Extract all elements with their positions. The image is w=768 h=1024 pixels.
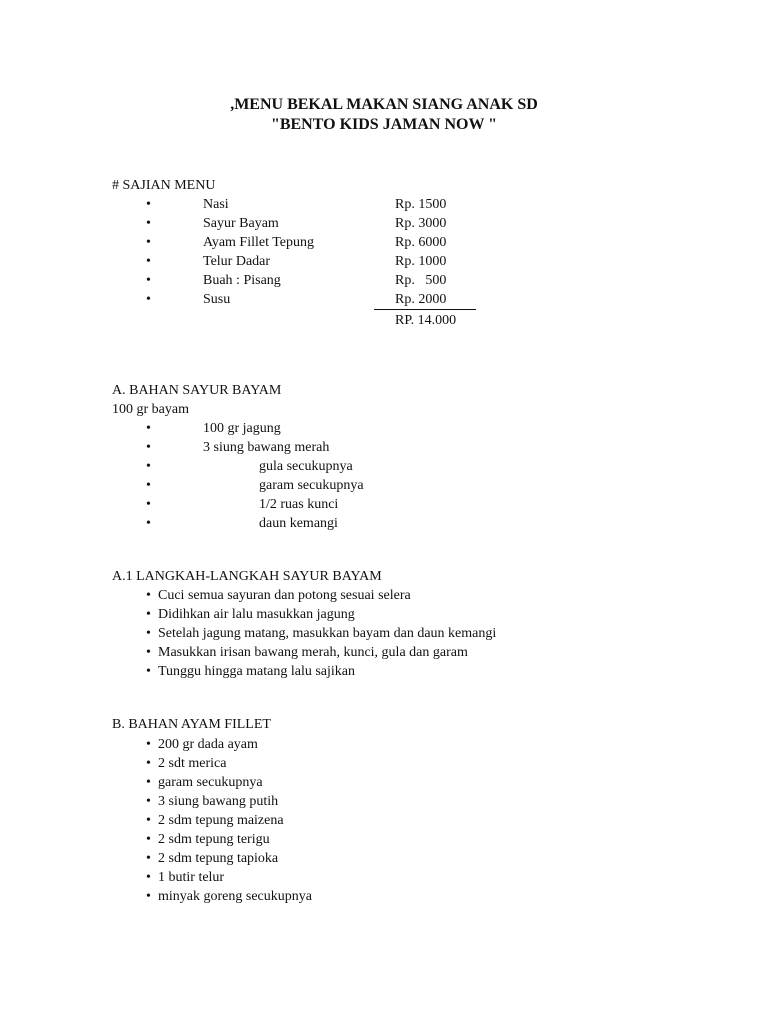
bullet-icon: • [146, 421, 151, 436]
menu-item-price: Rp. 1500 [395, 197, 447, 212]
menu-item-name: Buah : Pisang [203, 273, 281, 288]
bullet-icon: • [146, 775, 151, 790]
list-item: 3 siung bawang merah [203, 440, 330, 455]
doc-title-line-2: "BENTO KIDS JAMAN NOW " [270, 116, 498, 133]
menu-item-price: Rp. 3000 [395, 216, 447, 231]
bullet-icon: • [146, 794, 151, 809]
list-item: 1/2 ruas kunci [259, 497, 339, 512]
list-item: 200 gr dada ayam [158, 737, 258, 752]
list-item: minyak goreng secukupnya [158, 889, 312, 904]
bullet-icon: • [146, 273, 151, 288]
menu-item-name: Nasi [203, 197, 229, 212]
bullet-icon: • [146, 292, 151, 307]
bullet-icon: • [146, 516, 151, 531]
bullet-icon: • [146, 478, 151, 493]
bullet-icon: • [146, 664, 151, 679]
list-item: 2 sdm tepung maizena [158, 813, 284, 828]
list-item: Masukkan irisan bawang merah, kunci, gula dan garam [158, 645, 468, 660]
langkah-sayur-heading: A.1 LANGKAH-LANGKAH SAYUR BAYAM [112, 569, 382, 584]
bullet-icon: • [146, 645, 151, 660]
bullet-icon: • [146, 235, 151, 250]
bahan-sayur-first-line: 100 gr bayam [112, 402, 189, 417]
menu-item-name: Telur Dadar [203, 254, 271, 269]
bullet-icon: • [146, 254, 151, 269]
bullet-icon: • [146, 851, 151, 866]
bullet-icon: • [146, 197, 151, 212]
menu-heading: # SAJIAN MENU [112, 178, 216, 193]
list-item: garam secukupnya [158, 775, 263, 790]
list-item: 3 siung bawang putih [158, 794, 279, 809]
bullet-icon: • [146, 497, 151, 512]
list-item: garam secukupnya [259, 478, 364, 493]
total-underline [374, 309, 476, 310]
menu-item-name: Ayam Fillet Tepung [203, 235, 315, 250]
bullet-icon: • [146, 607, 151, 622]
menu-total: RP. 14.000 [395, 313, 457, 328]
bullet-icon: • [146, 756, 151, 771]
list-item: Setelah jagung matang, masukkan bayam dan daun kemangi [158, 626, 497, 641]
bullet-icon: • [146, 737, 151, 752]
bullet-icon: • [146, 216, 151, 231]
bullet-icon: • [146, 440, 151, 455]
bullet-icon: • [146, 832, 151, 847]
list-item: 2 sdm tepung tapioka [158, 851, 279, 866]
list-item: 2 sdt merica [158, 756, 227, 771]
bullet-icon: • [146, 870, 151, 885]
list-item: Cuci semua sayuran dan potong sesuai selera [158, 588, 411, 603]
list-item: 2 sdm tepung terigu [158, 832, 270, 847]
list-item: gula secukupnya [259, 459, 353, 474]
bullet-icon: • [146, 588, 151, 603]
doc-title-line-1: ,MENU BEKAL MAKAN SIANG ANAK SD [230, 96, 538, 113]
menu-item-price: Rp. 1000 [395, 254, 447, 269]
bullet-icon: • [146, 459, 151, 474]
menu-item-price: Rp. 2000 [395, 292, 447, 307]
menu-item-name: Sayur Bayam [203, 216, 279, 231]
list-item: 1 butir telur [158, 870, 225, 885]
bullet-icon: • [146, 813, 151, 828]
list-item: Tunggu hingga matang lalu sajikan [158, 664, 356, 679]
list-item: Didihkan air lalu masukkan jagung [158, 607, 355, 622]
menu-item-price: Rp. 6000 [395, 235, 447, 250]
menu-item-name: Susu [203, 292, 231, 307]
bahan-ayam-heading: B. BAHAN AYAM FILLET [112, 717, 271, 732]
list-item: 100 gr jagung [203, 421, 281, 436]
bahan-sayur-heading: A. BAHAN SAYUR BAYAM [112, 383, 282, 398]
bullet-icon: • [146, 626, 151, 641]
list-item: daun kemangi [259, 516, 338, 531]
bullet-icon: • [146, 889, 151, 904]
menu-item-price: Rp. 500 [395, 273, 447, 288]
